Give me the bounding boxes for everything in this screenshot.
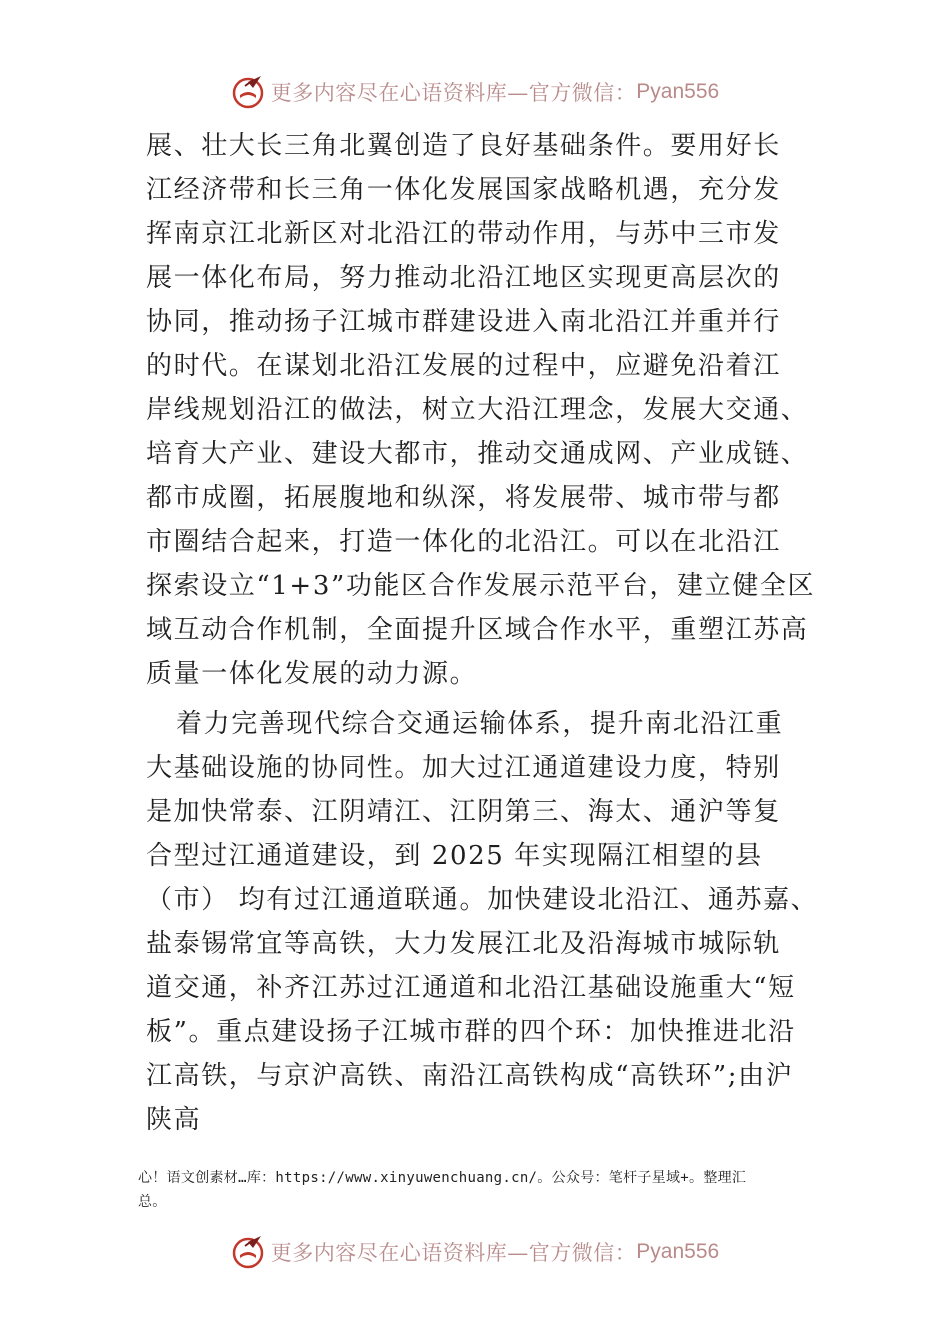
text-line: 展、壮大长三角北翼创造了良好基础条件。要用好长 (146, 131, 781, 161)
book-quill-logo-icon (231, 74, 267, 110)
text-line: 合型过江通道建设，到 2025 年实现隔江相望的县 (146, 841, 763, 871)
source-note (138, 1166, 838, 1214)
text-line: 域互动合作机制，全面提升区域合作水平，重塑江苏高 (146, 615, 809, 645)
text-line: 的时代。在谋划北沿江发展的过程中，应避免沿着江 (146, 351, 781, 381)
wechat-id: Pyan556 (636, 1240, 720, 1263)
text-line: 培育大产业、建设大都市，推动交通成网、产业成链、 (146, 439, 809, 469)
book-quill-logo-icon (231, 1234, 267, 1270)
text-line: 陕高 (146, 1105, 202, 1135)
source-note-line: 心！语文创素材…库：https://www.xinyuwenchuang.cn/。公众号：笔杆子星域+。整理汇 (138, 1170, 747, 1186)
text-line: 盐泰锡常宜等高铁，大力发展江北及沿海城市城际轨 (146, 929, 781, 959)
text-line: 道交通，补齐江苏过江通道和北沿江基础设施重大“短 (146, 973, 796, 1003)
banner-text: 更多内容尽在心语资料库—官方微信： (270, 81, 637, 105)
text-line: 探索设立“1+3”功能区合作发展示范平台，建立健全区 (146, 571, 816, 601)
text-line: 挥南京江北新区对北沿江的带动作用，与苏中三市发 (146, 219, 781, 249)
text-line: 质量一体化发展的动力源。 (146, 659, 478, 689)
paragraph-2 (146, 702, 846, 1142)
wechat-id: Pyan556 (636, 80, 720, 103)
text-line: 着力完善现代综合交通运输体系，提升南北沿江重 (176, 709, 784, 739)
article-body (146, 124, 846, 1142)
text-line: 展一体化布局，努力推动北沿江地区实现更高层次的 (146, 263, 781, 293)
text-line: 协同，推动扬子江城市群建设进入南北沿江并重并行 (146, 307, 781, 337)
text-line: 市圈结合起来，打造一体化的北沿江。可以在北沿江 (146, 527, 781, 557)
source-note-line: 总。 (138, 1194, 167, 1210)
text-line: 板”。重点建设扬子江城市群的四个环：加快推进北沿 (146, 1017, 796, 1047)
paragraph-1 (146, 124, 846, 696)
text-line: 是加快常泰、江阴靖江、江阴第三、海太、通沪等复 (146, 797, 781, 827)
text-line: 大基础设施的协同性。加大过江通道建设力度，特别 (146, 753, 781, 783)
text-line: 岸线规划沿江的做法，树立大沿江理念，发展大交通、 (146, 395, 809, 425)
text-line: 江高铁，与京沪高铁、南沿江高铁构成“高铁环”;由沪 (146, 1061, 794, 1091)
banner-text: 更多内容尽在心语资料库—官方微信： (270, 1241, 637, 1265)
footer-banner (0, 1230, 950, 1274)
text-line: 江经济带和长三角一体化发展国家战略机遇，充分发 (146, 175, 781, 205)
text-line: （市） 均有过江通道联通。加快建设北沿江、通苏嘉、 (146, 885, 819, 915)
text-line: 都市成圈，拓展腹地和纵深，将发展带、城市带与都 (146, 483, 781, 513)
header-banner (0, 70, 950, 114)
